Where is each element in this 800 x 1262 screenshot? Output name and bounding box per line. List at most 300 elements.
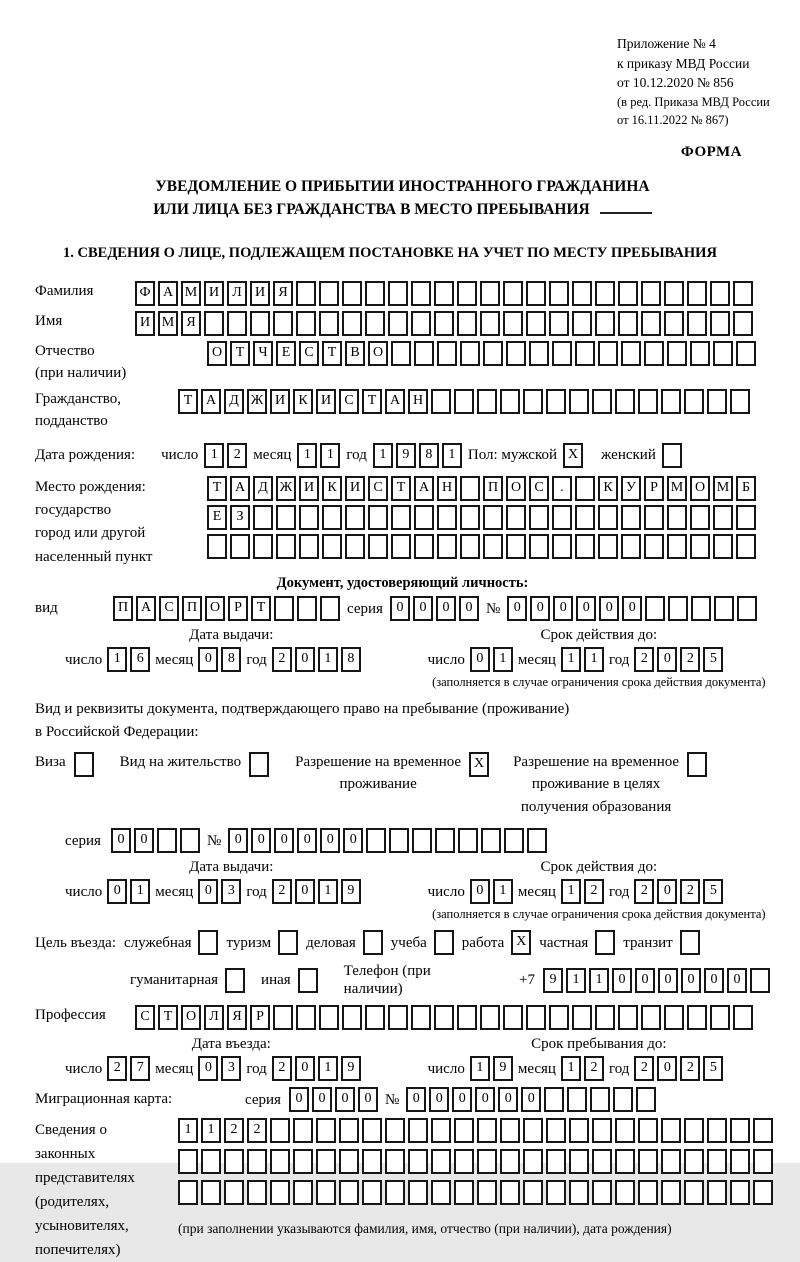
char-cell[interactable]	[503, 281, 523, 306]
char-cell[interactable]	[362, 1118, 382, 1143]
char-cell[interactable]	[638, 1149, 658, 1174]
char-cell[interactable]	[527, 828, 547, 853]
char-cell[interactable]: У	[621, 476, 641, 501]
char-cell[interactable]	[363, 930, 383, 955]
identity-issue-day-cells[interactable]	[107, 647, 150, 672]
char-cell[interactable]	[345, 505, 365, 530]
char-cell[interactable]	[458, 828, 478, 853]
char-cell[interactable]	[457, 1005, 477, 1030]
char-cell[interactable]	[437, 534, 457, 559]
char-cell[interactable]: 0	[498, 1087, 518, 1112]
char-cell[interactable]: К	[293, 389, 313, 414]
char-cell[interactable]: 7	[130, 1056, 150, 1081]
char-cell[interactable]	[276, 505, 296, 530]
char-cell[interactable]	[319, 311, 339, 336]
char-cell[interactable]	[178, 1180, 198, 1205]
char-cell[interactable]	[733, 1005, 753, 1030]
name-cells[interactable]	[135, 311, 753, 336]
char-cell[interactable]	[362, 1149, 382, 1174]
char-cell[interactable]: 0	[622, 596, 642, 621]
char-cell[interactable]	[644, 505, 664, 530]
char-cell[interactable]	[618, 281, 638, 306]
identity-validity-month-cells[interactable]	[561, 647, 604, 672]
char-cell[interactable]	[342, 311, 362, 336]
char-cell[interactable]	[638, 389, 658, 414]
char-cell[interactable]	[552, 341, 572, 366]
char-cell[interactable]	[638, 1118, 658, 1143]
char-cell[interactable]	[296, 281, 316, 306]
char-cell[interactable]: 5	[703, 1056, 723, 1081]
char-cell[interactable]	[316, 1118, 336, 1143]
char-cell[interactable]	[529, 341, 549, 366]
char-cell[interactable]	[730, 389, 750, 414]
char-cell[interactable]: 0	[111, 828, 131, 853]
char-cell[interactable]	[615, 1118, 635, 1143]
char-cell[interactable]: 9	[493, 1056, 513, 1081]
stay-day-cells[interactable]	[470, 1056, 513, 1081]
char-cell[interactable]	[714, 596, 734, 621]
char-cell[interactable]: 2	[107, 1056, 127, 1081]
char-cell[interactable]: 0	[134, 828, 154, 853]
purpose-work-checkbox[interactable]	[511, 930, 531, 955]
char-cell[interactable]	[569, 1180, 589, 1205]
char-cell[interactable]: 0	[507, 596, 527, 621]
identity-doc-type-cells[interactable]	[113, 596, 340, 621]
char-cell[interactable]: 1	[318, 647, 338, 672]
char-cell[interactable]	[710, 1005, 730, 1030]
char-cell[interactable]: Т	[251, 596, 271, 621]
char-cell[interactable]	[276, 534, 296, 559]
char-cell[interactable]	[737, 596, 757, 621]
char-cell[interactable]	[661, 389, 681, 414]
char-cell[interactable]	[500, 1118, 520, 1143]
char-cell[interactable]	[299, 505, 319, 530]
char-cell[interactable]	[454, 1118, 474, 1143]
char-cell[interactable]: О	[690, 476, 710, 501]
char-cell[interactable]	[523, 1118, 543, 1143]
char-cell[interactable]	[320, 596, 340, 621]
char-cell[interactable]	[546, 1180, 566, 1205]
char-cell[interactable]	[460, 505, 480, 530]
patronymic-cells[interactable]	[207, 341, 756, 366]
char-cell[interactable]: С	[135, 1005, 155, 1030]
char-cell[interactable]	[575, 476, 595, 501]
char-cell[interactable]	[270, 1180, 290, 1205]
char-cell[interactable]: 0	[436, 596, 456, 621]
stay-month-cells[interactable]	[561, 1056, 604, 1081]
visa-checkbox[interactable]	[74, 752, 94, 777]
char-cell[interactable]	[595, 930, 615, 955]
char-cell[interactable]: 1	[561, 879, 581, 904]
char-cell[interactable]: В	[345, 341, 365, 366]
birthplace-cells-row2[interactable]	[207, 505, 756, 530]
char-cell[interactable]: 2	[584, 879, 604, 904]
char-cell[interactable]: П	[113, 596, 133, 621]
entry-day-cells[interactable]	[107, 1056, 150, 1081]
char-cell[interactable]	[661, 1180, 681, 1205]
char-cell[interactable]	[590, 1087, 610, 1112]
char-cell[interactable]: 0	[295, 879, 315, 904]
char-cell[interactable]: Р	[228, 596, 248, 621]
char-cell[interactable]: 1	[373, 443, 393, 468]
char-cell[interactable]: 2	[227, 443, 247, 468]
char-cell[interactable]	[230, 534, 250, 559]
char-cell[interactable]: Т	[391, 476, 411, 501]
char-cell[interactable]	[661, 1118, 681, 1143]
char-cell[interactable]	[411, 311, 431, 336]
char-cell[interactable]: X	[563, 443, 583, 468]
char-cell[interactable]: 2	[634, 1056, 654, 1081]
char-cell[interactable]: А	[230, 476, 250, 501]
char-cell[interactable]	[621, 534, 641, 559]
char-cell[interactable]	[575, 505, 595, 530]
char-cell[interactable]: Т	[362, 389, 382, 414]
entry-year-cells[interactable]	[272, 1056, 361, 1081]
char-cell[interactable]	[316, 1180, 336, 1205]
char-cell[interactable]: 0	[335, 1087, 355, 1112]
char-cell[interactable]	[638, 1180, 658, 1205]
char-cell[interactable]	[457, 281, 477, 306]
char-cell[interactable]: З	[230, 505, 250, 530]
char-cell[interactable]: 0	[657, 647, 677, 672]
char-cell[interactable]	[503, 311, 523, 336]
char-cell[interactable]	[667, 341, 687, 366]
char-cell[interactable]	[227, 311, 247, 336]
char-cell[interactable]: А	[414, 476, 434, 501]
char-cell[interactable]: 0	[576, 596, 596, 621]
char-cell[interactable]: 0	[251, 828, 271, 853]
char-cell[interactable]: Я	[227, 1005, 247, 1030]
char-cell[interactable]	[569, 1149, 589, 1174]
char-cell[interactable]: О	[506, 476, 526, 501]
char-cell[interactable]	[385, 1118, 405, 1143]
char-cell[interactable]: Т	[230, 341, 250, 366]
char-cell[interactable]	[477, 1180, 497, 1205]
char-cell[interactable]	[431, 1149, 451, 1174]
char-cell[interactable]	[435, 828, 455, 853]
char-cell[interactable]	[74, 752, 94, 777]
char-cell[interactable]: Ч	[253, 341, 273, 366]
char-cell[interactable]	[274, 596, 294, 621]
char-cell[interactable]: 0	[274, 828, 294, 853]
char-cell[interactable]	[753, 1180, 773, 1205]
char-cell[interactable]: Т	[158, 1005, 178, 1030]
char-cell[interactable]	[713, 534, 733, 559]
char-cell[interactable]: 2	[584, 1056, 604, 1081]
char-cell[interactable]: 8	[221, 647, 241, 672]
char-cell[interactable]	[339, 1180, 359, 1205]
residence-issue-year-cells[interactable]	[272, 879, 361, 904]
char-cell[interactable]: 1	[201, 1118, 221, 1143]
char-cell[interactable]	[201, 1149, 221, 1174]
char-cell[interactable]	[592, 389, 612, 414]
entry-month-cells[interactable]	[198, 1056, 241, 1081]
char-cell[interactable]: 1	[320, 443, 340, 468]
birthdate-day-cells[interactable]	[204, 443, 247, 468]
char-cell[interactable]	[477, 1149, 497, 1174]
char-cell[interactable]	[506, 341, 526, 366]
char-cell[interactable]	[480, 1005, 500, 1030]
char-cell[interactable]	[598, 505, 618, 530]
char-cell[interactable]: 0	[599, 596, 619, 621]
birthdate-year-cells[interactable]	[373, 443, 462, 468]
residence-permit-checkbox[interactable]	[249, 752, 269, 777]
char-cell[interactable]	[592, 1118, 612, 1143]
temp-residence-checkbox[interactable]	[469, 752, 489, 777]
char-cell[interactable]	[595, 311, 615, 336]
char-cell[interactable]: 0	[429, 1087, 449, 1112]
char-cell[interactable]: 5	[703, 879, 723, 904]
char-cell[interactable]: 2	[680, 879, 700, 904]
residence-number-cells[interactable]	[228, 828, 547, 853]
char-cell[interactable]	[339, 1118, 359, 1143]
char-cell[interactable]	[434, 930, 454, 955]
char-cell[interactable]	[618, 311, 638, 336]
char-cell[interactable]: 8	[341, 647, 361, 672]
char-cell[interactable]	[641, 281, 661, 306]
char-cell[interactable]: 1	[204, 443, 224, 468]
sex-female-checkbox[interactable]	[662, 443, 682, 468]
char-cell[interactable]	[500, 389, 520, 414]
char-cell[interactable]: 8	[419, 443, 439, 468]
char-cell[interactable]	[546, 1149, 566, 1174]
char-cell[interactable]	[572, 281, 592, 306]
char-cell[interactable]: 2	[634, 879, 654, 904]
char-cell[interactable]	[526, 281, 546, 306]
char-cell[interactable]	[526, 311, 546, 336]
char-cell[interactable]: К	[322, 476, 342, 501]
char-cell[interactable]	[253, 534, 273, 559]
char-cell[interactable]: 0	[343, 828, 363, 853]
char-cell[interactable]	[249, 752, 269, 777]
char-cell[interactable]	[690, 505, 710, 530]
char-cell[interactable]	[644, 534, 664, 559]
char-cell[interactable]	[319, 281, 339, 306]
char-cell[interactable]: О	[205, 596, 225, 621]
char-cell[interactable]	[690, 341, 710, 366]
identity-issue-year-cells[interactable]	[272, 647, 361, 672]
char-cell[interactable]	[366, 828, 386, 853]
char-cell[interactable]	[408, 1180, 428, 1205]
char-cell[interactable]	[753, 1118, 773, 1143]
char-cell[interactable]	[615, 1149, 635, 1174]
char-cell[interactable]	[680, 930, 700, 955]
char-cell[interactable]	[592, 1180, 612, 1205]
char-cell[interactable]: И	[316, 389, 336, 414]
char-cell[interactable]	[437, 341, 457, 366]
char-cell[interactable]	[388, 281, 408, 306]
char-cell[interactable]: С	[299, 341, 319, 366]
char-cell[interactable]: 1	[561, 1056, 581, 1081]
char-cell[interactable]	[322, 505, 342, 530]
char-cell[interactable]	[753, 1149, 773, 1174]
char-cell[interactable]: 0	[295, 647, 315, 672]
char-cell[interactable]	[500, 1180, 520, 1205]
char-cell[interactable]	[299, 534, 319, 559]
char-cell[interactable]: 2	[224, 1118, 244, 1143]
purpose-transit-checkbox[interactable]	[680, 930, 700, 955]
char-cell[interactable]	[253, 505, 273, 530]
char-cell[interactable]	[460, 534, 480, 559]
char-cell[interactable]: 0	[358, 1087, 378, 1112]
identity-validity-day-cells[interactable]	[470, 647, 513, 672]
char-cell[interactable]	[645, 596, 665, 621]
char-cell[interactable]: 0	[295, 1056, 315, 1081]
char-cell[interactable]	[411, 281, 431, 306]
char-cell[interactable]	[457, 311, 477, 336]
char-cell[interactable]	[684, 1118, 704, 1143]
purpose-official-checkbox[interactable]	[198, 930, 218, 955]
char-cell[interactable]	[224, 1149, 244, 1174]
char-cell[interactable]	[391, 534, 411, 559]
char-cell[interactable]	[687, 752, 707, 777]
char-cell[interactable]	[710, 311, 730, 336]
char-cell[interactable]: 0	[681, 968, 701, 993]
char-cell[interactable]: К	[598, 476, 618, 501]
char-cell[interactable]	[707, 1118, 727, 1143]
char-cell[interactable]	[523, 1180, 543, 1205]
char-cell[interactable]	[365, 1005, 385, 1030]
char-cell[interactable]	[598, 534, 618, 559]
char-cell[interactable]	[316, 1149, 336, 1174]
char-cell[interactable]	[730, 1149, 750, 1174]
char-cell[interactable]	[362, 1180, 382, 1205]
char-cell[interactable]	[293, 1180, 313, 1205]
migration-series-cells[interactable]	[289, 1087, 378, 1112]
char-cell[interactable]	[273, 311, 293, 336]
char-cell[interactable]: 0	[452, 1087, 472, 1112]
char-cell[interactable]: 2	[272, 1056, 292, 1081]
char-cell[interactable]	[569, 1118, 589, 1143]
char-cell[interactable]	[454, 1149, 474, 1174]
char-cell[interactable]	[667, 505, 687, 530]
char-cell[interactable]: 2	[247, 1118, 267, 1143]
residence-series-cells[interactable]	[111, 828, 200, 853]
char-cell[interactable]	[613, 1087, 633, 1112]
representatives-cells-row2[interactable]	[178, 1149, 773, 1174]
char-cell[interactable]: 0	[406, 1087, 426, 1112]
char-cell[interactable]	[549, 281, 569, 306]
char-cell[interactable]	[198, 930, 218, 955]
residence-validity-day-cells[interactable]	[470, 879, 513, 904]
char-cell[interactable]	[572, 1005, 592, 1030]
char-cell[interactable]	[529, 505, 549, 530]
char-cell[interactable]	[546, 1118, 566, 1143]
char-cell[interactable]	[412, 828, 432, 853]
char-cell[interactable]	[345, 534, 365, 559]
char-cell[interactable]	[575, 341, 595, 366]
char-cell[interactable]	[687, 281, 707, 306]
char-cell[interactable]	[414, 505, 434, 530]
char-cell[interactable]	[500, 1149, 520, 1174]
char-cell[interactable]	[460, 476, 480, 501]
char-cell[interactable]	[204, 311, 224, 336]
char-cell[interactable]	[178, 1149, 198, 1174]
char-cell[interactable]	[414, 341, 434, 366]
char-cell[interactable]: 1	[130, 879, 150, 904]
char-cell[interactable]: 6	[130, 647, 150, 672]
char-cell[interactable]: 5	[703, 647, 723, 672]
char-cell[interactable]: Ф	[135, 281, 155, 306]
char-cell[interactable]	[460, 341, 480, 366]
char-cell[interactable]	[713, 505, 733, 530]
char-cell[interactable]: 1	[493, 647, 513, 672]
char-cell[interactable]	[529, 534, 549, 559]
phone-cells[interactable]	[543, 968, 770, 993]
char-cell[interactable]: 1	[584, 647, 604, 672]
char-cell[interactable]	[391, 505, 411, 530]
char-cell[interactable]	[661, 1149, 681, 1174]
purpose-business-checkbox[interactable]	[363, 930, 383, 955]
char-cell[interactable]	[414, 534, 434, 559]
char-cell[interactable]	[480, 311, 500, 336]
char-cell[interactable]	[157, 828, 177, 853]
char-cell[interactable]	[506, 534, 526, 559]
char-cell[interactable]	[707, 389, 727, 414]
char-cell[interactable]: О	[207, 341, 227, 366]
char-cell[interactable]: Я	[181, 311, 201, 336]
char-cell[interactable]	[549, 1005, 569, 1030]
char-cell[interactable]	[636, 1087, 656, 1112]
char-cell[interactable]	[201, 1180, 221, 1205]
char-cell[interactable]: М	[181, 281, 201, 306]
char-cell[interactable]: 0	[297, 828, 317, 853]
purpose-private-checkbox[interactable]	[595, 930, 615, 955]
char-cell[interactable]	[572, 311, 592, 336]
char-cell[interactable]	[733, 311, 753, 336]
char-cell[interactable]: 2	[680, 647, 700, 672]
char-cell[interactable]: 0	[198, 1056, 218, 1081]
char-cell[interactable]	[385, 1149, 405, 1174]
char-cell[interactable]: Е	[207, 505, 227, 530]
char-cell[interactable]: 9	[543, 968, 563, 993]
char-cell[interactable]: 0	[107, 879, 127, 904]
char-cell[interactable]: Д	[224, 389, 244, 414]
char-cell[interactable]: А	[158, 281, 178, 306]
char-cell[interactable]: С	[368, 476, 388, 501]
migration-number-cells[interactable]	[406, 1087, 656, 1112]
char-cell[interactable]	[503, 1005, 523, 1030]
char-cell[interactable]	[431, 389, 451, 414]
char-cell[interactable]: Л	[204, 1005, 224, 1030]
char-cell[interactable]	[477, 389, 497, 414]
char-cell[interactable]: О	[181, 1005, 201, 1030]
char-cell[interactable]: Т	[207, 476, 227, 501]
char-cell[interactable]	[684, 1180, 704, 1205]
char-cell[interactable]	[247, 1149, 267, 1174]
char-cell[interactable]	[644, 341, 664, 366]
char-cell[interactable]	[322, 534, 342, 559]
char-cell[interactable]	[365, 311, 385, 336]
char-cell[interactable]: 0	[727, 968, 747, 993]
char-cell[interactable]	[618, 1005, 638, 1030]
char-cell[interactable]: А	[201, 389, 221, 414]
char-cell[interactable]: Б	[736, 476, 756, 501]
char-cell[interactable]: 0	[470, 879, 490, 904]
char-cell[interactable]	[595, 1005, 615, 1030]
birthplace-cells-row3[interactable]	[207, 534, 756, 559]
char-cell[interactable]	[549, 311, 569, 336]
char-cell[interactable]	[641, 311, 661, 336]
char-cell[interactable]	[504, 828, 524, 853]
char-cell[interactable]: Д	[253, 476, 273, 501]
char-cell[interactable]	[710, 281, 730, 306]
edu-residence-checkbox[interactable]	[687, 752, 707, 777]
char-cell[interactable]: 1	[470, 1056, 490, 1081]
char-cell[interactable]	[567, 1087, 587, 1112]
char-cell[interactable]	[339, 1149, 359, 1174]
char-cell[interactable]	[247, 1180, 267, 1205]
